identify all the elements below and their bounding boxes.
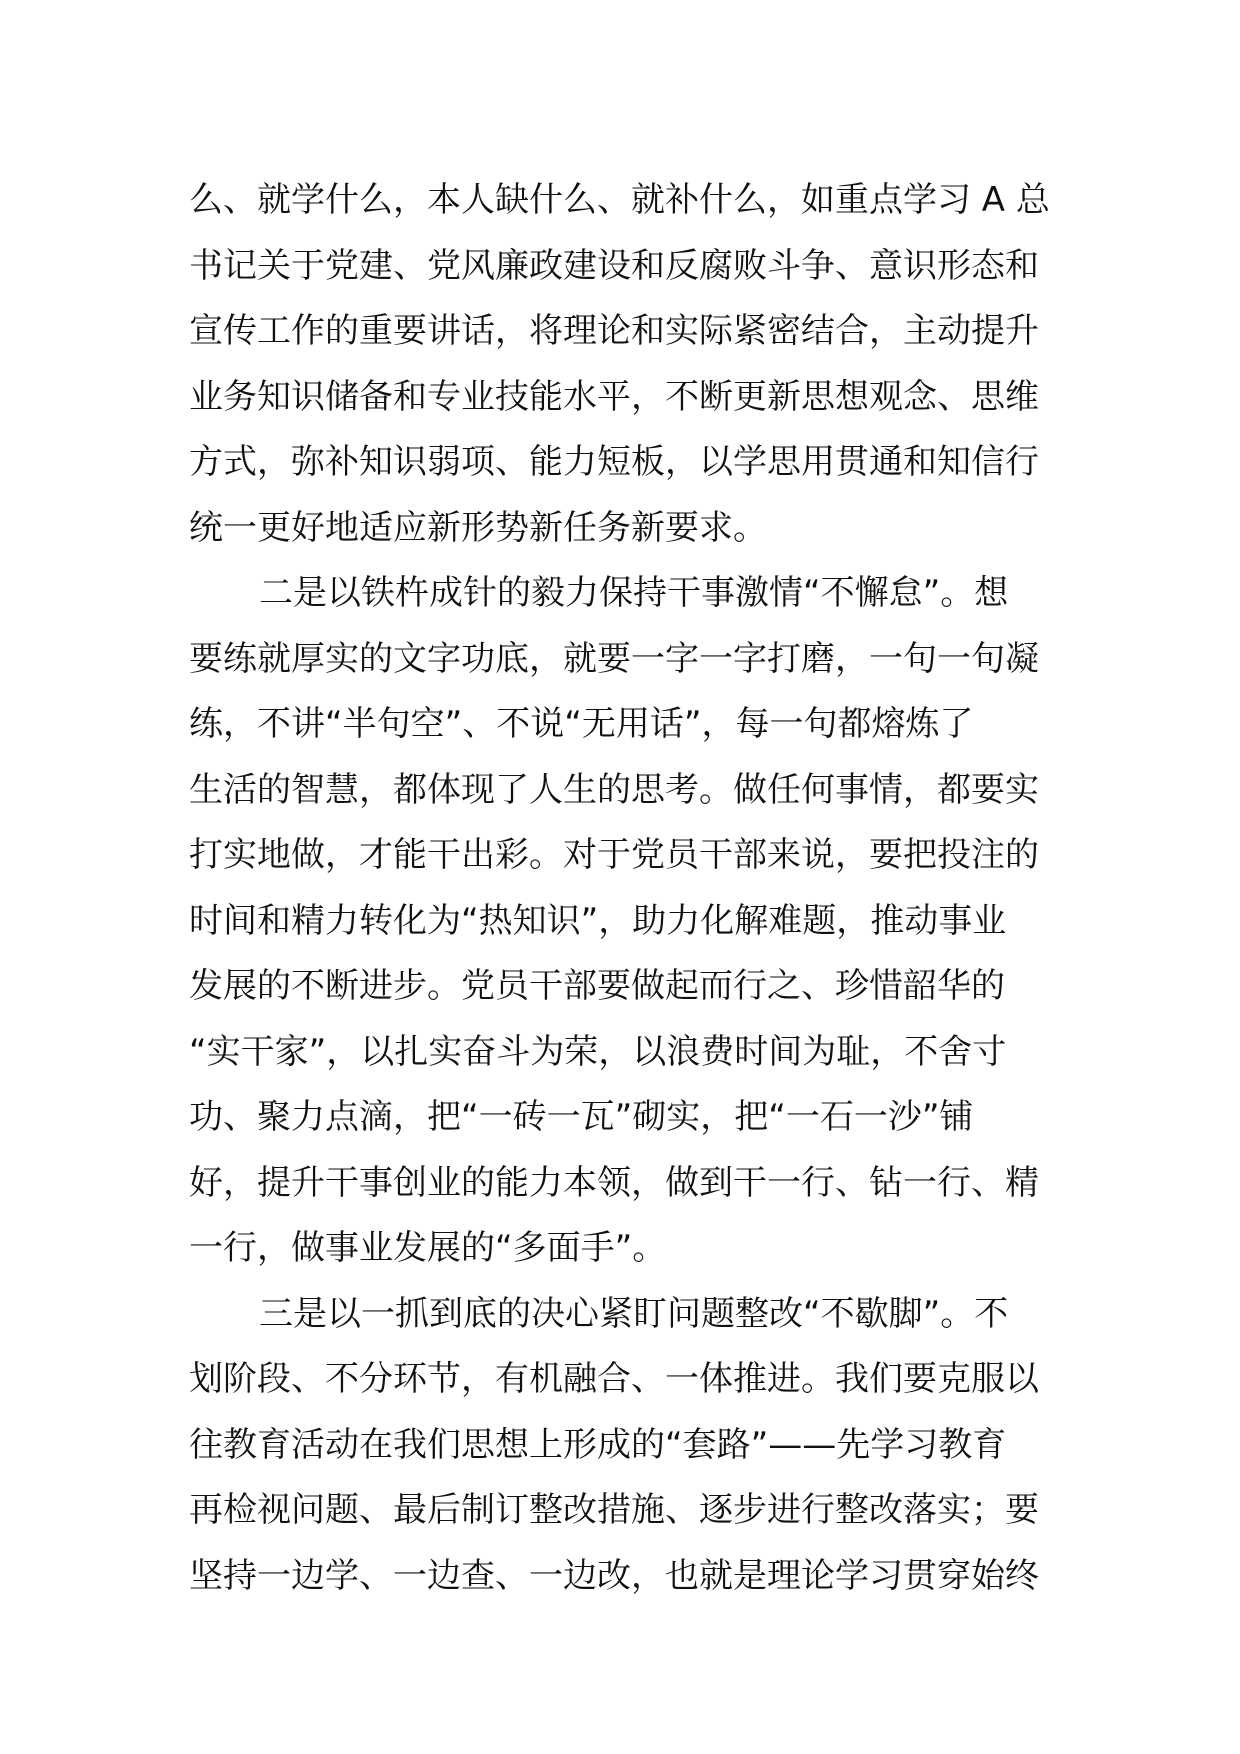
body-text [189,168,1059,1609]
text-line: 要练就厚实的文字功底，就要一字一字打磨，一句一句凝 [189,638,1039,679]
text-line: “实干家”，以扎实奋斗为荣，以浪费时间为耻，不舍寸 [189,1031,1007,1072]
text-line: 时间和精力转化为“热知识”，助力化解难题，推动事业 [189,900,1007,941]
paragraph-start-line: 二是以铁杵成针的毅力保持干事激情“不懈怠”。想 [259,573,1009,613]
text-line: 书记关于党建、党风廉政建设和反腐败斗争、意识形态和 [189,245,1039,286]
text-line: 好，提升干事创业的能力本领，做到干一行、钻一行、精 [189,1162,1039,1203]
text-line: 往教育活动在我们思想上形成的“套路”——先学习教育 [189,1424,1007,1465]
text-line: 宣传工作的重要讲话，将理论和实际紧密结合，主动提升 [189,311,1039,351]
text-line: 么、就学什么，本人缺什么、就补什么，如重点学习 A 总 [189,180,1050,220]
text-line: 练，不讲“半句空”、不说“无用话”，每一句都熔炼了 [189,704,974,744]
text-line: 发展的不断进步。党员干部要做起而行之、珍惜韶华的 [189,966,1005,1006]
text-line: 业务知识储备和专业技能水平，不断更新思想观念、思维 [189,376,1039,417]
text-line: 打实地做，才能干出彩。对于党员干部来说，要把投注的 [189,835,1039,875]
text-line: 生活的智慧，都体现了人生的思考。做任何事情，都要实 [189,769,1039,810]
paragraph-start-line: 三是以一抓到底的决心紧盯问题整改“不歇脚”。不 [259,1293,1009,1334]
text-line: 方式，弥补知识弱项、能力短板，以学思用贯通和知信行 [189,442,1039,482]
text-line: 一行，做事业发展的“多面手”。 [189,1228,667,1268]
text-line: 再检视问题、最后制订整改措施、逐步进行整改落实；要 [189,1490,1039,1530]
text-line: 坚持一边学、一边查、一边改，也就是理论学习贯穿始终 [189,1555,1039,1596]
text-line: 功、聚力点滴，把“一砖一瓦”砌实，把“一石一沙”铺 [189,1097,974,1137]
text-line: 划阶段、不分环节，有机融合、一体推进。我们要克服以 [189,1359,1039,1399]
text-line: 统一更好地适应新形势新任务新要求。 [189,507,767,548]
